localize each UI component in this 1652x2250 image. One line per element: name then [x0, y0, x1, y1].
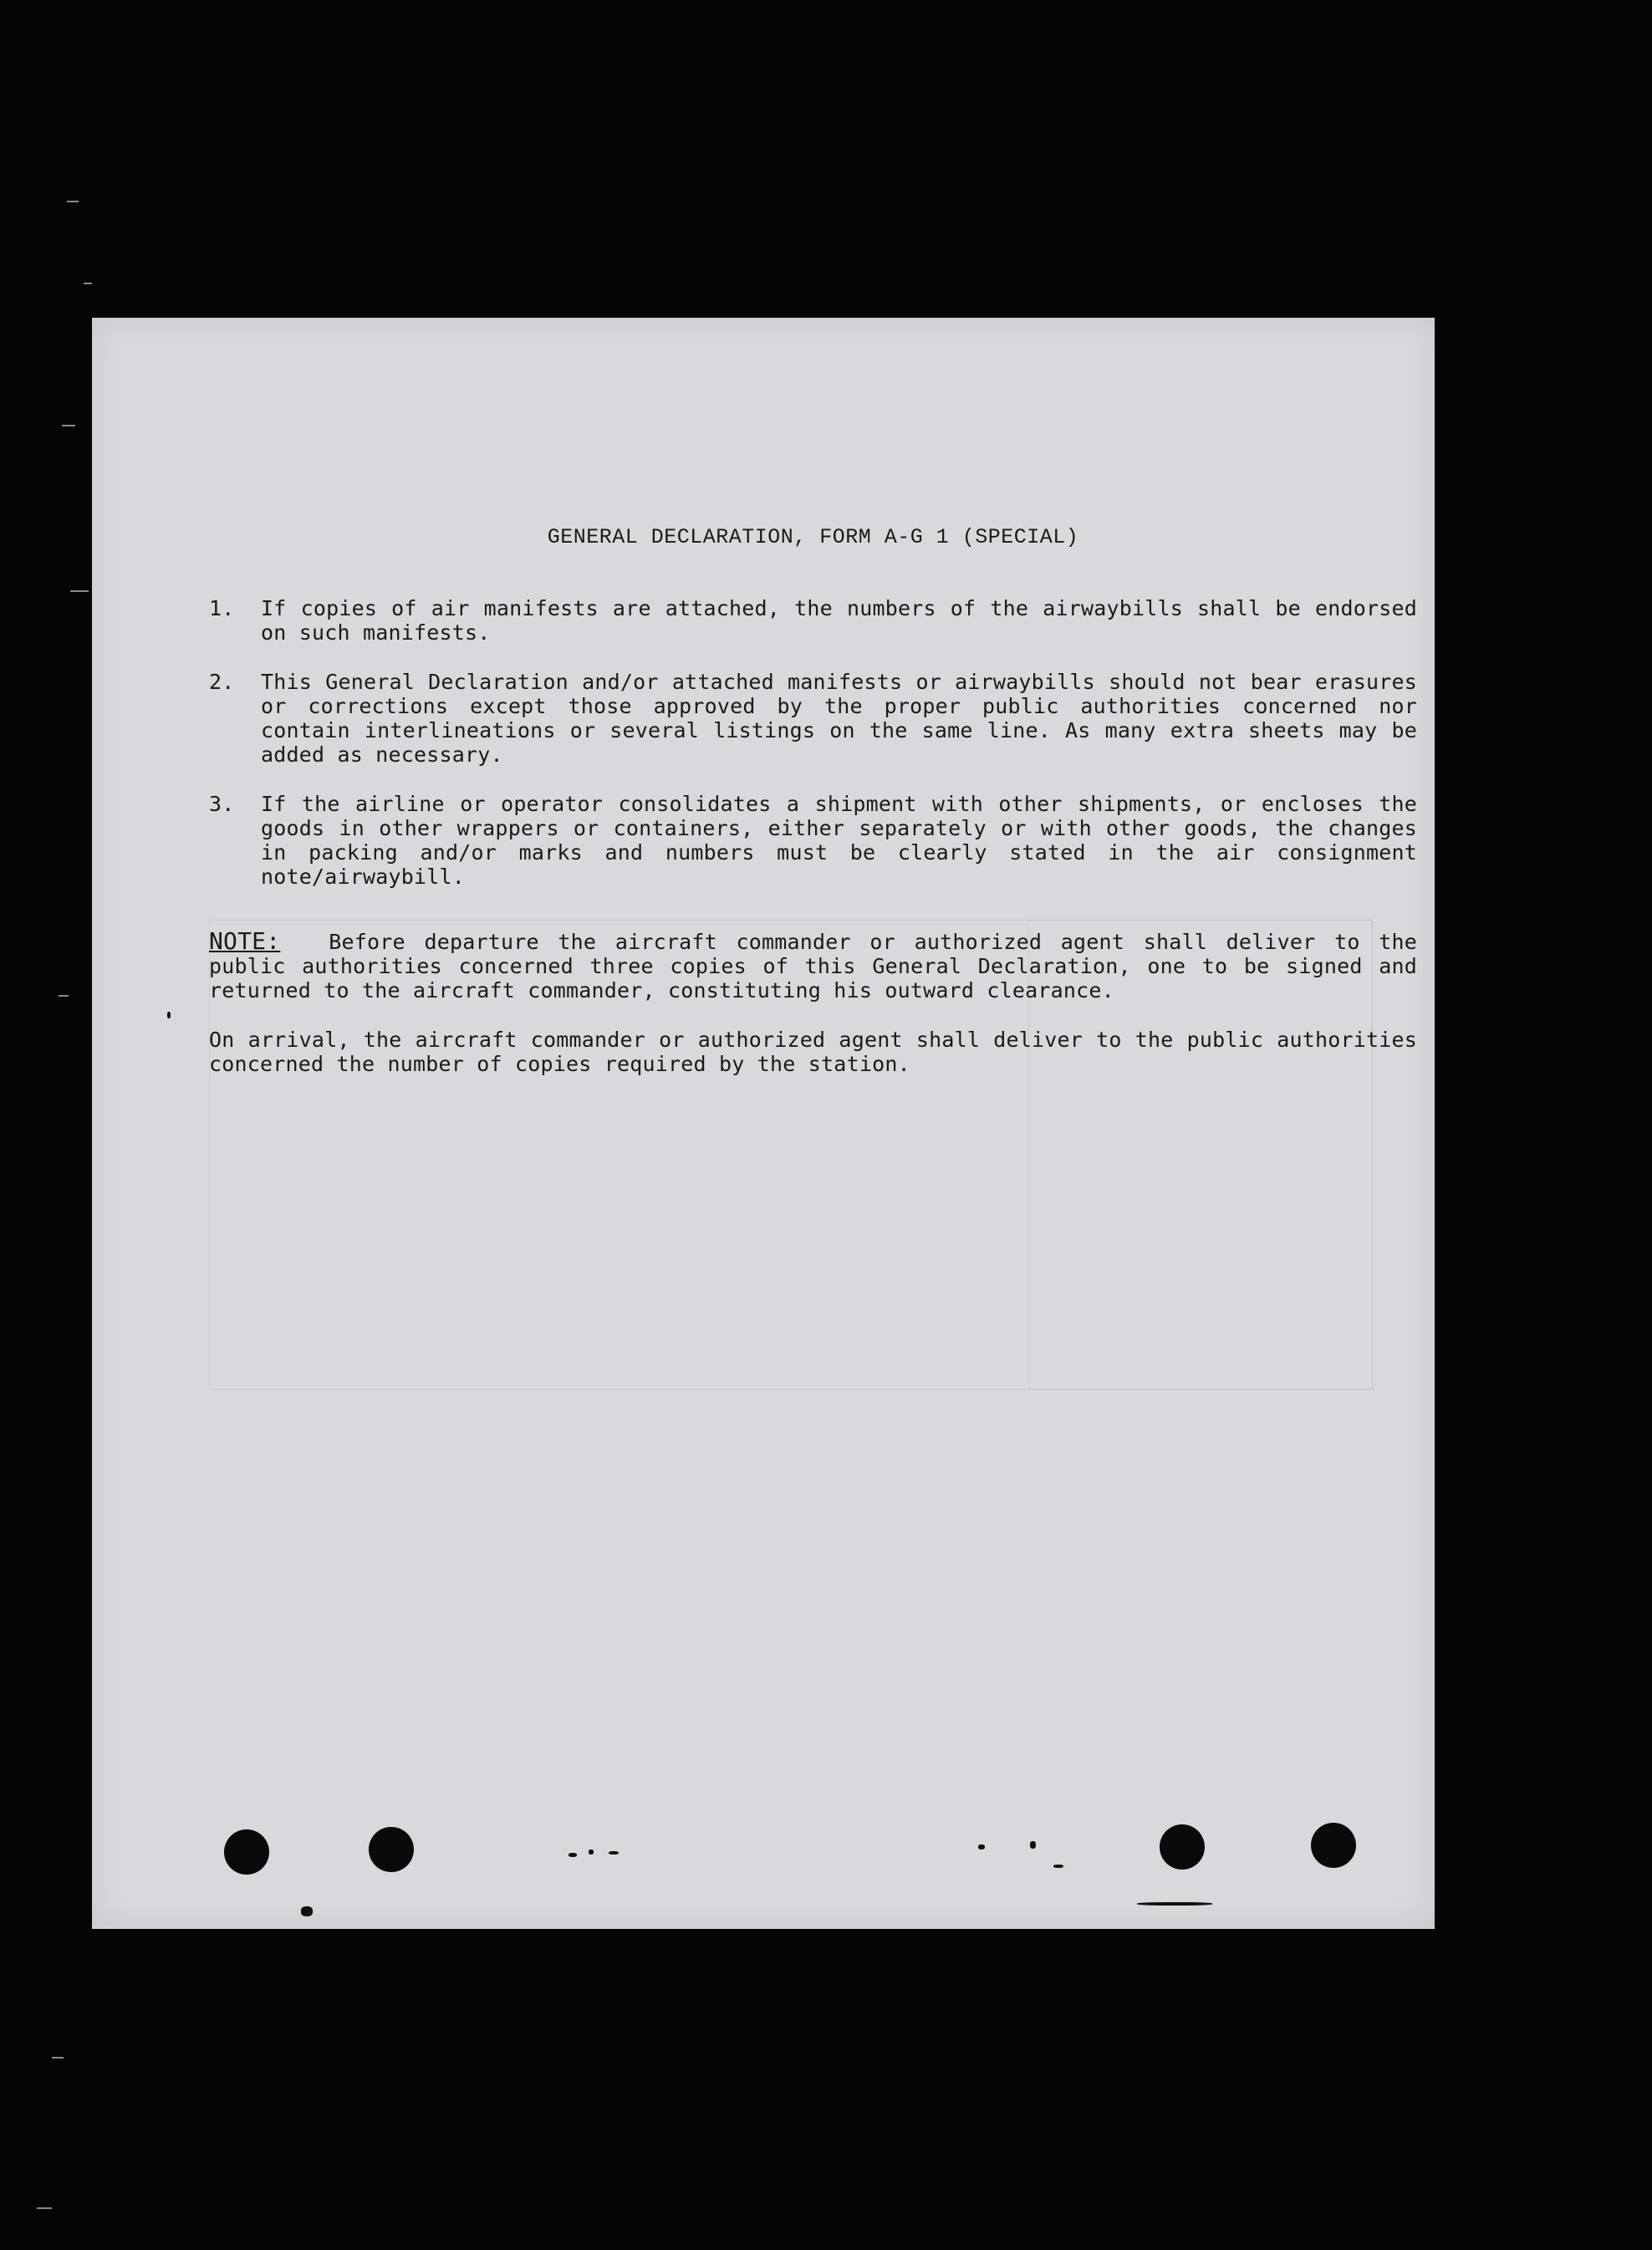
scan-edge-mark	[59, 995, 69, 997]
scan-speck	[167, 1012, 171, 1018]
note-text: Before departure the aircraft commander or authorized agent shall deliver to the public authorities concerned three copies of this General Declaration, one to be signed and returned to the aircraft commander, constituting his outward clearance.	[209, 930, 1417, 1003]
scan-speck	[589, 1849, 594, 1855]
scan-edge-mark	[84, 283, 92, 284]
punch-hole	[1160, 1824, 1205, 1870]
punch-hole	[224, 1829, 269, 1875]
item-number: 1.	[209, 596, 235, 620]
instruction-item-1	[209, 596, 1417, 645]
scan-edge-mark	[62, 425, 75, 426]
item-number: 3.	[209, 792, 235, 816]
note-paragraph	[209, 929, 1417, 1003]
punch-hole	[369, 1827, 414, 1872]
scan-edge-mark	[37, 2207, 52, 2209]
scan-speck	[978, 1844, 985, 1849]
instruction-item-2	[209, 670, 1417, 767]
arrival-paragraph: On arrival, the aircraft commander or authorized agent shall deliver to the public authorities concerned the number of copies required by the station.	[209, 1028, 1417, 1076]
punch-hole	[1311, 1823, 1356, 1868]
item-text: If copies of air manifests are attached, the numbers of the airwaybills shall be endorsed on such manifests.	[261, 596, 1417, 645]
scan-speck	[609, 1851, 619, 1855]
scan-speck	[301, 1906, 313, 1916]
instruction-item-3	[209, 792, 1417, 889]
scan-edge-mark	[52, 2057, 64, 2059]
scan-speck	[1053, 1865, 1063, 1868]
document-sheet	[92, 318, 1435, 1926]
note-label: NOTE:	[209, 927, 281, 955]
scan-edge-mark	[67, 201, 79, 202]
item-text: This General Declaration and/or attached manifests or airwaybills should not bear erasures or corrections except those approved by the proper public authorities concerned nor contain interlineations or several listings on the same line. As many extra sheets may be added as necessary.	[261, 670, 1417, 767]
scan-speck	[1030, 1841, 1036, 1849]
item-text: If the airline or operator consolidates a shipment with other shipments, or encloses the goods in other wrappers or containers, either separately or with other goods, the changes in packing and/or marks and numbers must be clearly stated in the air consignment note/airwaybill.	[261, 792, 1417, 889]
document-title: GENERAL DECLARATION, FORM A-G 1 (SPECIAL)	[547, 525, 1079, 549]
sheet-bottom-edge	[92, 1926, 1435, 1929]
scan-speck	[1137, 1902, 1212, 1906]
document-body	[209, 525, 1417, 1076]
scan-edge-mark	[70, 590, 89, 592]
item-number: 2.	[209, 670, 235, 694]
scan-speck	[569, 1853, 577, 1857]
